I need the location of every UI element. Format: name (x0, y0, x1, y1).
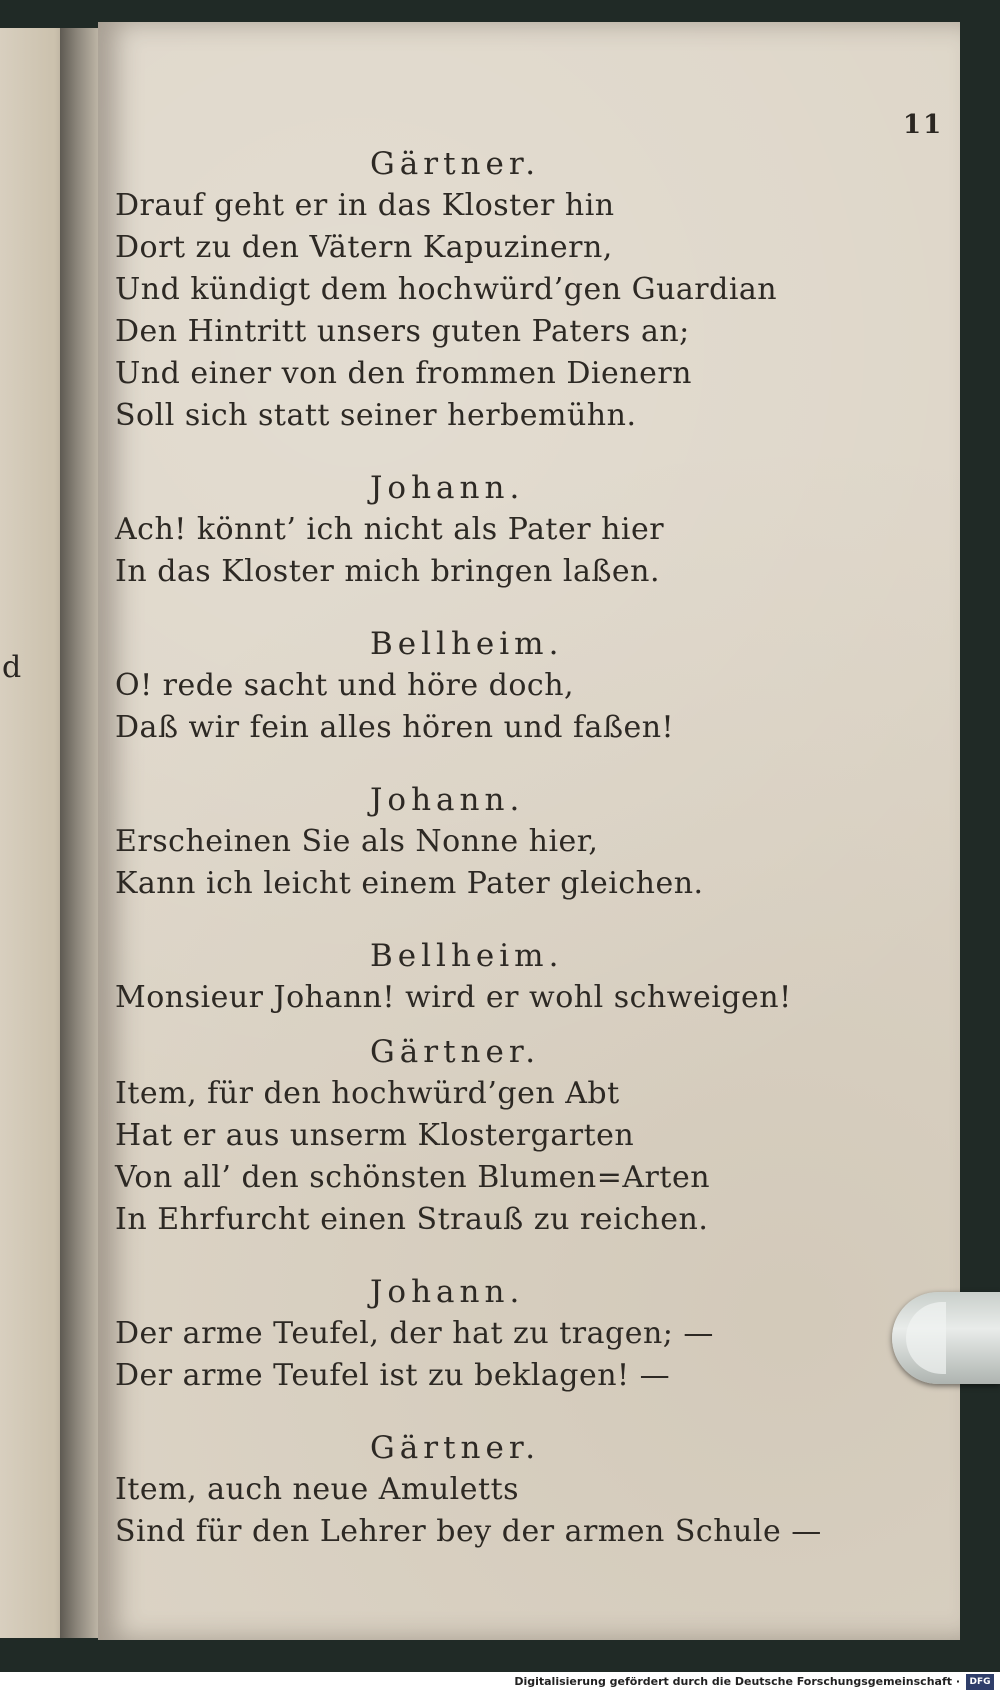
verse-line: Monsieur Johann! wird er wohl schweigen! (115, 980, 792, 1015)
verse-line: Und kündigt dem hochwürd’gen Guardian (115, 272, 778, 307)
verse-line: Und einer von den frommen Dienern (115, 356, 692, 391)
speaker-label: Gärtner. (370, 146, 541, 182)
verse-line: Item, auch neue Amuletts (115, 1472, 520, 1507)
speaker-label: Johann. (370, 1274, 525, 1310)
verse-line: Item, für den hochwürd’gen Abt (115, 1076, 620, 1111)
facing-page-fragment: d (2, 650, 22, 685)
verse-line: Der arme Teufel, der hat zu tragen; — (115, 1316, 714, 1351)
verse-line: Soll sich statt seiner herbemühn. (115, 398, 637, 433)
speaker-label: Gärtner. (370, 1430, 541, 1466)
verse-line: Erscheinen Sie als Nonne hier, (115, 824, 599, 859)
verse-line: Sind für den Lehrer bey der armen Schule — (115, 1514, 822, 1549)
verse-line: Der arme Teufel ist zu beklagen! — (115, 1358, 671, 1393)
speaker-label: Johann. (370, 470, 525, 506)
speaker-label: Gärtner. (370, 1034, 541, 1070)
dialogue-text (115, 143, 935, 1553)
speaker-label: Johann. (370, 782, 525, 818)
page-tab-highlight (906, 1302, 946, 1374)
verse-line: Hat er aus unserm Klostergarten (115, 1118, 635, 1153)
page-turn-tab[interactable] (892, 1292, 1000, 1384)
verse-line: Den Hintritt unsers guten Paters an; (115, 314, 690, 349)
verse-line: Von all’ den schönsten Blumen=Arten (115, 1160, 711, 1195)
footer-credit: Digitalisierung gefördert durch die Deutsche Forschungsgemeinschaft · (514, 1675, 960, 1688)
dfg-logo-icon: DFG (966, 1674, 994, 1690)
verse-line: In das Kloster mich bringen laßen. (115, 554, 660, 589)
verse-line: Dort zu den Vätern Kapuzinern, (115, 230, 613, 265)
verse-line: O! rede sacht und höre doch, (115, 668, 575, 703)
speaker-label: Bellheim. (370, 626, 564, 662)
verse-line: In Ehrfurcht einen Strauß zu reichen. (115, 1202, 709, 1237)
verse-line: Daß wir fein alles hören und faßen! (115, 710, 675, 745)
speaker-label: Bellheim. (370, 938, 564, 974)
verse-line: Ach! könnt’ ich nicht als Pater hier (115, 512, 665, 547)
page-number: 11 (903, 110, 944, 140)
verse-line: Kann ich leicht einem Pater gleichen. (115, 866, 704, 901)
verse-line: Drauf geht er in das Kloster hin (115, 188, 615, 223)
